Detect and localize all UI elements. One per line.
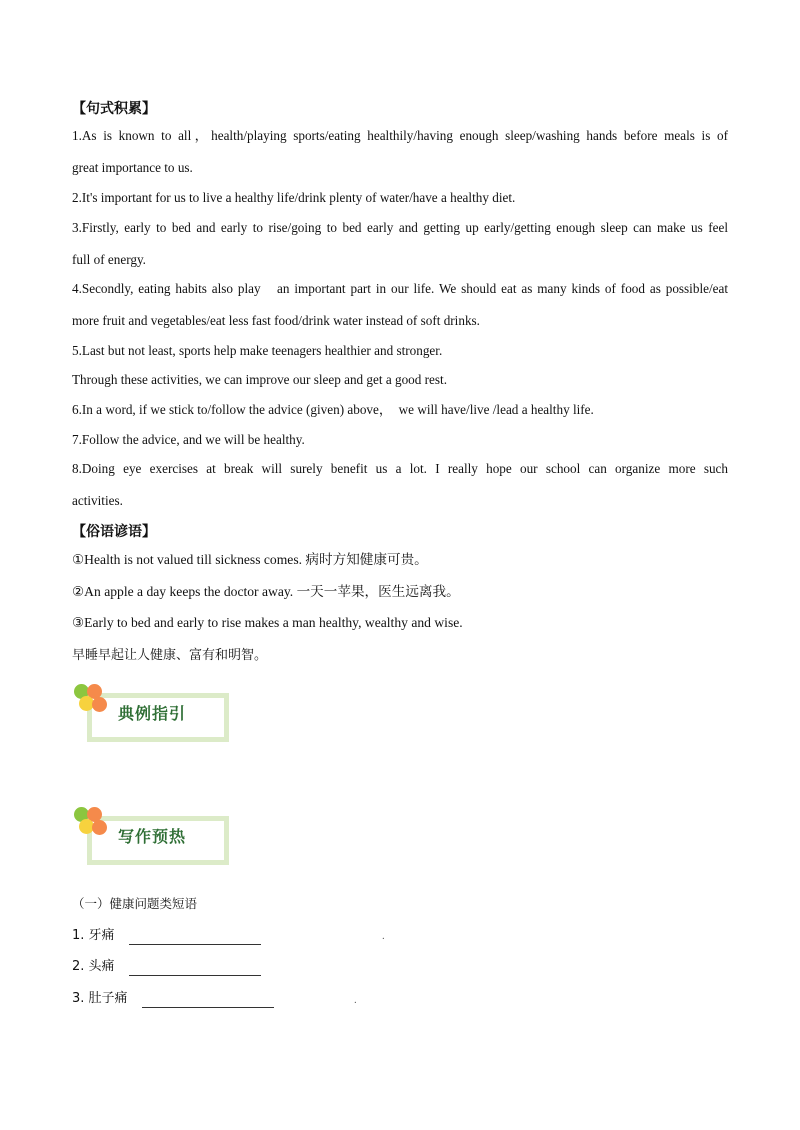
exercise-item-3 xyxy=(72,990,728,1008)
sentence-8-line-2: activities. xyxy=(72,493,123,508)
sentence-1-line-1: 1.As is known to all，health/playing sports/eating healthily/having enough sleep/washing hands before meals is of xyxy=(72,128,728,143)
sentence-6: 6.In a word, if we stick to/follow the advice (given) above， we will have/live /lead a healthy life. xyxy=(72,402,594,417)
examples-section-box xyxy=(72,684,226,754)
exercise-title: （一）健康问题类短语 xyxy=(72,896,198,911)
saying-1: ①Health is not valued till sickness comes. 病时方知健康可贵。 xyxy=(72,552,428,567)
flower-petal-icon xyxy=(92,820,107,835)
exercise-item-2 xyxy=(72,958,728,976)
sentence-8-line-1: 8.Doing eye exercises at break will surely benefit us a lot. I really hope our school can organize more such xyxy=(72,461,728,476)
dot-mark: . xyxy=(382,930,385,942)
sentences-heading: 【句式积累】 xyxy=(72,101,156,117)
sentence-5-line-2: Through these activities, we can improve our sleep and get a good rest. xyxy=(72,372,447,387)
saying-3-translation: 早睡早起让人健康、富有和明智。 xyxy=(72,648,268,663)
sentence-4-line-1: 4.Secondly, eating habits also play an important part in our life. We should eat as many kinds of food as possible/eat xyxy=(72,281,728,296)
exercise-item-1 xyxy=(72,927,728,945)
exercise-item-term: 牙痛 xyxy=(88,928,115,943)
warmup-section-box xyxy=(72,807,226,877)
exercise-item-number: 3. xyxy=(72,991,85,1006)
examples-box-label: 典例指引 xyxy=(118,704,187,723)
sayings-heading: 【俗语谚语】 xyxy=(72,524,156,540)
answer-blank[interactable] xyxy=(129,930,261,945)
answer-blank[interactable] xyxy=(142,993,274,1008)
warmup-box-label: 写作预热 xyxy=(118,827,187,846)
exercise-item-number: 1. xyxy=(72,928,85,943)
flower-petal-icon xyxy=(92,697,107,712)
sentence-3-line-2: full of energy. xyxy=(72,252,146,267)
dot-mark: . xyxy=(354,994,357,1006)
exercise-item-term: 头痛 xyxy=(88,959,115,974)
sentence-3-line-1: 3.Firstly, early to bed and early to rise/going to bed early and getting up early/getting enough sleep can make us feel xyxy=(72,220,728,235)
sentence-5-line-1: 5.Last but not least, sports help make teenagers healthier and stronger. xyxy=(72,343,443,358)
sentence-4-line-2: more fruit and vegetables/eat less fast food/drink water instead of soft drinks. xyxy=(72,313,480,328)
answer-blank[interactable] xyxy=(129,961,261,976)
exercise-item-term: 肚子痛 xyxy=(88,991,128,1006)
exercise-item-number: 2. xyxy=(72,959,85,974)
sentence-1-line-2: great importance to us. xyxy=(72,160,193,175)
sentence-2: 2.It's important for us to live a healthy life/drink plenty of water/have a healthy diet. xyxy=(72,190,516,205)
saying-2: ②An apple a day keeps the doctor away. 一天一苹果，医生远离我。 xyxy=(72,584,460,599)
sentence-7: 7.Follow the advice, and we will be healthy. xyxy=(72,432,305,447)
saying-3: ③Early to bed and early to rise makes a man healthy, wealthy and wise. xyxy=(72,615,463,630)
